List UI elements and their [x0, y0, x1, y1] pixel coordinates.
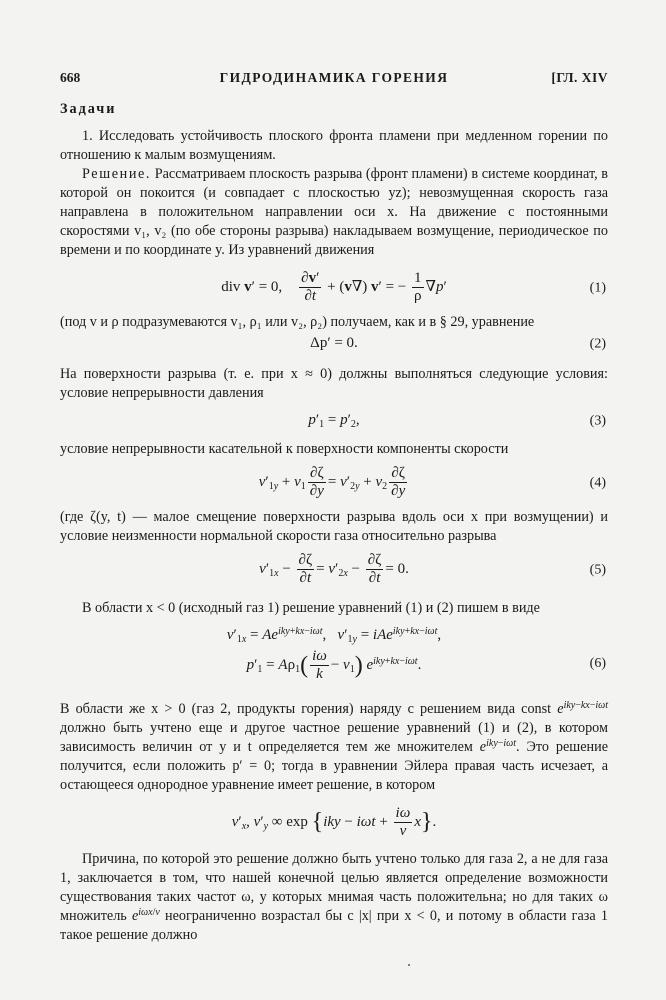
page-body: [60, 100, 608, 945]
equation-number: (4): [589, 475, 606, 490]
section-title: Задачи: [60, 101, 117, 117]
paragraph-after-eq1: (под v и ρ подразумеваются v₁, ρ₁ или v₂, ρ₂) получаем, как и в § 29, уравнение: [60, 314, 535, 330]
region-2-text-a: В области же x > 0 (газ 2, продукты горения) наряду с решением вида const: [60, 701, 552, 717]
paragraph-normal-velocity: (где ζ(y, t) — малое смещение поверхности разрыва вдоль оси x при возмущении) и условие неизменности нормальной скорости газа относительно разрыва: [60, 509, 608, 544]
reason-text-b: неограниченно возрастал бы с |x| при x < 0, и потому в области газа 1 такое решение должно: [60, 908, 608, 943]
equation-1: div v′ = 0, $\frac{\partial v'}{\partial t}$ + (v∇) v′ = − $\frac{1}{\rho}$ ∇p′ (1): [221, 270, 606, 304]
solution-label: Решение.: [82, 166, 152, 182]
equation-number: (6): [589, 656, 606, 671]
chapter-label: [ГЛ. XIV: [551, 70, 608, 85]
page-header: [60, 70, 608, 90]
equation-3: $p'_1 = p'_2$, (3): [308, 412, 606, 430]
equation-number: (1): [589, 280, 606, 295]
paragraph-boundary-conditions: На поверхности разрыва (т. е. при x ≈ 0) должны выполняться следующие условия: условие непрерывности давления: [60, 366, 608, 401]
equation-2-body: Δp′ = 0.: [310, 335, 358, 351]
paragraph-tangential: условие непрерывности касательной к поверхности компоненты скорости: [60, 441, 509, 457]
equation-exp: $v'_x$, $v'_y$ ∞ exp {iky − iωt + $\frac{i\omega}{v}$ x}.: [231, 805, 437, 839]
equation-6: $v'_{1x} = Ae^{iky+kx-i\omega t}$, $v'_{1y} = iAe^{iky+kx-i\omega t}$, $p'_1 = A\rho_1$( $\frac{i\omega}{k}$ − $v_1$) $e^{iky+kx-i\omega t}$. (6): [226, 626, 606, 682]
page-number: 668: [60, 70, 81, 85]
equation-number: (5): [589, 562, 606, 577]
problem-statement: 1. Исследовать устойчивость плоского фронта пламени при медленном горении по отношению к малым возмущениям.: [60, 128, 608, 163]
paragraph-reason: Причина, по которой это решение должно быть учтено только для газа 2, а не для газа 1, заключается в том, что нашей конечной целью является определение возможности существования таких частот ω, у которых мнимая часть положительна; но для таких ω множитель $e^{i\omega x/v}$ неограниченно возрастал бы с |x| при x < 0, и потому в области газа 1 такое решение должно: [60, 851, 608, 943]
region-2-text-c: . Это решение получится, если положить p′ = 0; тогда в уравнении Эйлера правая часть исчезает, а остающееся однородное уравнение имеет решение, в котором: [60, 739, 608, 793]
paragraph-region-2: В области же x > 0 (газ 2, продукты горения) наряду с решением вида const $e^{iky-kx-i\omega t}$ должно быть учтено еще и другое частное решение уравнений (1) и (2), в котором зависимость величин от y и t определяется тем же множителем $e^{iky-i\omega t}$. Это решение получится, если положить p′ = 0; тогда в уравнении Эйлера правая часть исчезает, а остающееся однородное уравнение имеет решение, в котором: [60, 700, 609, 793]
solution-intro: [60, 165, 608, 260]
reason-text-a: Причина, по которой это решение должно быть учтено только для газа 2, а не для газа 1, заключается в том, что нашей конечной целью является определение возможности существования таких частот ω, у которых мнимая часть положительна; но для таких ω множитель: [60, 851, 608, 924]
equation-5: $v'_{1x}$ − $\frac{\partial\zeta}{\partial t}$ = $v'_{2x}$ − $\frac{\partial\zeta}{\partial t}$ = 0. (5): [259, 552, 606, 586]
page-speck: [408, 964, 410, 966]
solution-text: Рассматриваем плоскость разрыва (фронт пламени) в системе координат, в которой он покоится (и совпадает с плоскостью yz); невозмущенная скорость газа направлена в положительном направлении оси x. На движение с постоянными скоростями v₁, v₂ (по обе стороны разрыва) накладываем возмущение, периодическое по времени и по координате y. Из уравнений движения: [60, 166, 608, 258]
equation-2: [60, 334, 608, 353]
region-2-text-b: должно быть учтено еще и другое частное решение уравнений (1) и (2), в котором зависимость величин от y и t определяется тем же множителем: [60, 720, 608, 755]
equation-number: (2): [589, 336, 606, 351]
running-title: ГИДРОДИНАМИКА ГОРЕНИЯ: [219, 70, 449, 85]
equation-4: $v'_{1y} + v_1$ $\frac{\partial\zeta}{\partial y}$ = $v'_{2y} + v_2$ $\frac{\partial\zeta}{\partial y}$ (4): [258, 465, 606, 499]
paragraph-region-1: В области x < 0 (исходный газ 1) решение уравнений (1) и (2) пишем в виде: [82, 600, 540, 616]
equation-number: (3): [589, 413, 606, 428]
